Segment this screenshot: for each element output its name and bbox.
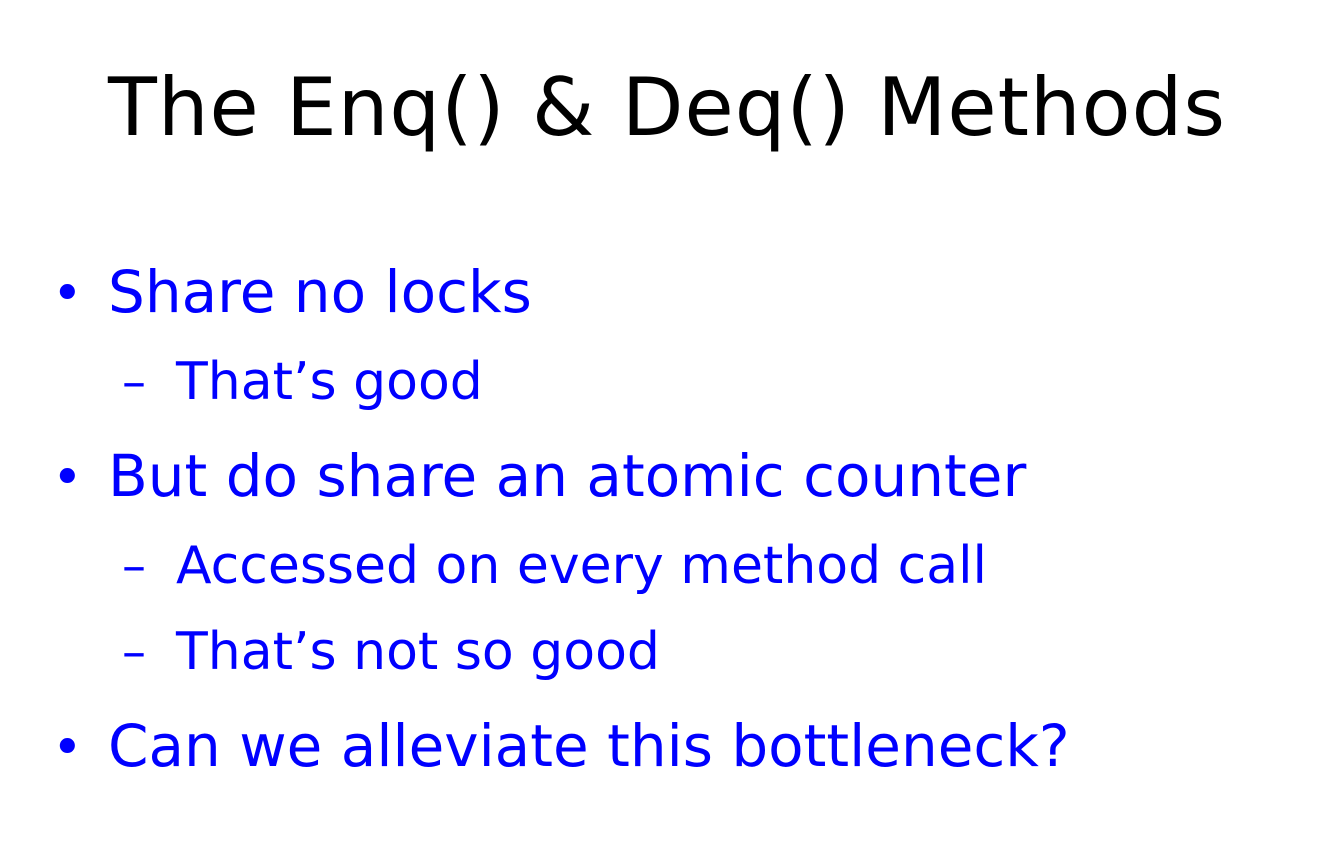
- sub-bullet-text: Accessed on every method call: [176, 536, 987, 596]
- bullet-marker: •: [52, 264, 83, 324]
- bullet-text: But do share an atomic counter: [108, 442, 1027, 510]
- sub-bullet-text: That’s good: [176, 352, 483, 412]
- bullet-text: Can we alleviate this bottleneck?: [108, 712, 1070, 780]
- bullet-marker: •: [52, 718, 83, 778]
- bullet-marker: •: [52, 448, 83, 508]
- sub-bullet-text: That’s not so good: [176, 622, 660, 682]
- sub-bullet-marker: –: [122, 538, 146, 594]
- sub-bullet-marker: –: [122, 354, 146, 410]
- slide-title: The Enq() & Deq() Methods: [107, 61, 1227, 154]
- bullet-text: Share no locks: [108, 258, 532, 326]
- sub-bullet-marker: –: [122, 624, 146, 680]
